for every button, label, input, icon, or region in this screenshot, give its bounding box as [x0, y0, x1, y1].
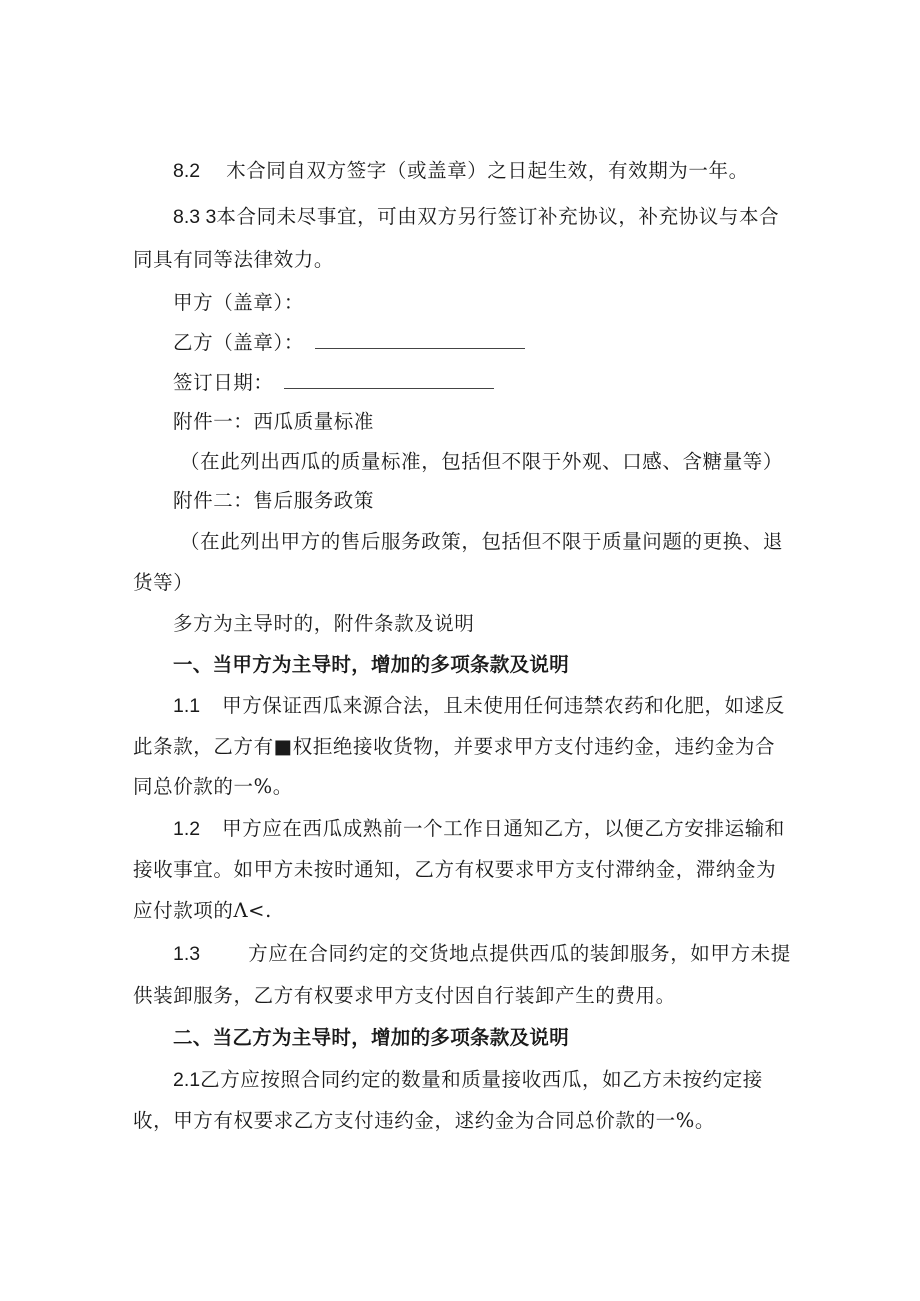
clause-8-2 [173, 157, 749, 185]
attachment-1-title-text: 附件一：西瓜质量标准 [173, 410, 375, 433]
item-text: 甲方保证西瓜来源合法，且未使用任何违禁农药和化肥，如逑反 [222, 694, 785, 717]
item-text: 此条款，乙方有■权拒绝接收货物，并要求甲方支付违约金，违约金为合 [133, 735, 776, 758]
item-1-2-line-2 [133, 856, 776, 884]
item-2-1 [173, 1066, 763, 1094]
item-1-1-line-3 [133, 773, 293, 801]
party-a-seal [173, 289, 304, 317]
item-number: 2.1 [173, 1069, 201, 1091]
sign-date [173, 369, 494, 397]
clause-8-3-continued [133, 246, 334, 274]
section-2-heading-text: 二、当乙方为主导时，增加的多项条款及说明 [173, 1026, 570, 1049]
item-text: 甲方应在西瓜成熟前一个工作日通知乙方，以便乙方安排运输和 [222, 817, 785, 840]
section-2-heading [173, 1024, 569, 1052]
attachment-1-title [173, 408, 374, 436]
item-text: 收，甲方有权要求乙方支付违约金，逑约金为合同总价款的一%。 [133, 1109, 715, 1132]
sign-date-blank[interactable] [284, 370, 494, 389]
item-text: 供装卸服务，乙方有权要求甲方支付因自行装卸产生的费用。 [133, 984, 676, 1007]
item-text: 方应在合同约定的交货地点提供西瓜的装卸服务，如甲方未提 [248, 942, 791, 965]
clause-text: 本合同未尽事宜，可由双方另行签订补充协议，补充协议与本合 [216, 205, 780, 228]
party-b-signature-blank[interactable] [315, 330, 525, 349]
item-number: 1.3 [173, 943, 201, 965]
attachment-1-desc [180, 448, 783, 476]
section-1-heading-text: 一、当甲方为主导时，增加的多项条款及说明 [173, 653, 570, 676]
attachment-1-desc-text: （在此列出西瓜的质量标准，包括但不限于外观、口感、含糖量等） [180, 450, 784, 473]
attachment-2-desc-text: 货等） [133, 571, 194, 594]
clause-number: 8.3 3 [173, 206, 217, 228]
item-1-3-line-2 [133, 982, 676, 1010]
party-a-label: 甲方（盖章）： [173, 291, 304, 314]
clause-8-3 [173, 203, 779, 231]
party-b-label: 乙方（盖章）： [173, 331, 304, 354]
attachment-2-desc [180, 528, 783, 556]
attachment-2-title-text: 附件二：售后服务政策 [173, 489, 375, 512]
item-1-2 [173, 815, 785, 843]
item-text: 接收事宜。如甲方未按时通知，乙方有权要求甲方支付滞纳金，滞纳金为 [133, 858, 777, 881]
item-1-1 [173, 692, 785, 720]
item-number: 1.2 [173, 818, 201, 840]
sign-date-label: 签订日期： [173, 371, 274, 394]
clause-text: 同具有同等法律效力。 [133, 248, 335, 271]
item-text: 同总价款的一%。 [133, 775, 293, 798]
item-number: 1.1 [173, 695, 201, 717]
item-1-3 [173, 940, 791, 968]
item-2-1-line-2 [133, 1107, 715, 1135]
item-1-2-line-3 [133, 897, 272, 925]
item-text: 乙方应按照合同约定的数量和质量接收西瓜，如乙方未按约定接 [200, 1068, 763, 1091]
clause-text: 木合同自双方签字（或盖章）之日起生效，有效期为一年。 [226, 159, 749, 182]
attachment-2-title [173, 487, 374, 515]
attachment-2-desc-continued [133, 569, 193, 597]
clause-number: 8.2 [173, 160, 201, 182]
item-1-1-line-2 [133, 733, 775, 761]
section-1-heading [173, 651, 569, 679]
multi-party-intro [173, 610, 475, 638]
multi-party-intro-text: 多方为主导时的，附件条款及说明 [173, 612, 475, 635]
item-text: 应付款项的Λ<. [133, 899, 272, 922]
attachment-2-desc-text: （在此列出甲方的售后服务政策，包括但不限于质量问题的更换、退 [180, 530, 784, 553]
party-b-seal [173, 329, 525, 357]
